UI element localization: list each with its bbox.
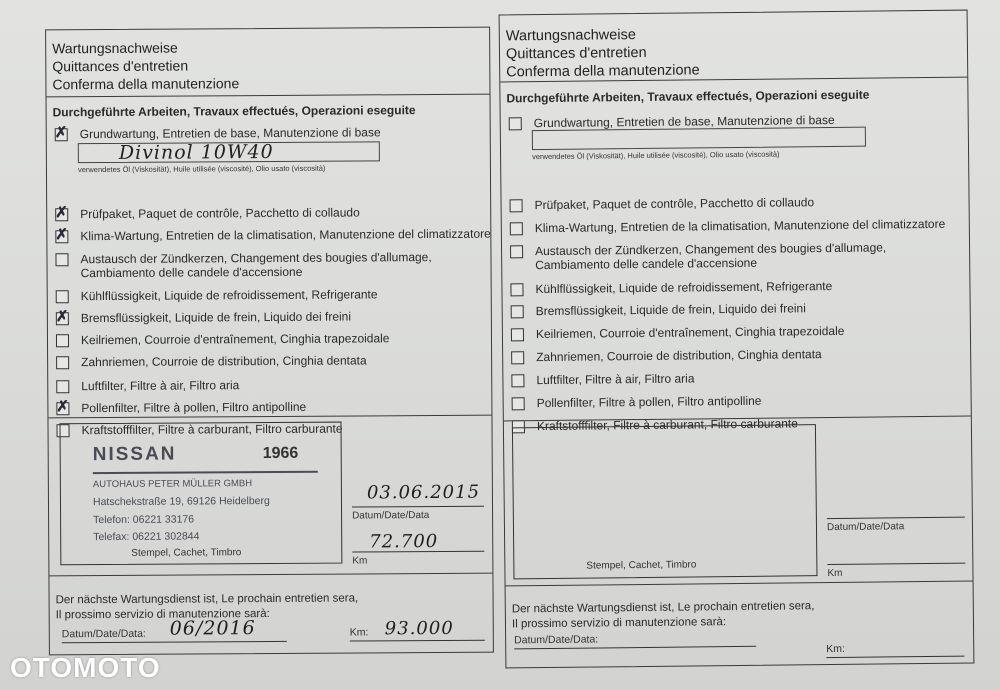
next-line-2: Il prossimo servizio di manutenzione sarà: <box>55 608 270 622</box>
left-next-date-label: Datum/Date/Data: <box>61 627 146 641</box>
checkbox[interactable] <box>55 253 68 266</box>
checkbox[interactable] <box>511 351 524 364</box>
item-label-line-1: Kühlflüssigkeit, Liquide de refroidissement, Refrigerante <box>80 287 378 304</box>
right-oil-caption: verwendetes Öl (Viskosität), Huile utilisée (viscosité), Olio usato (viscosità) <box>532 149 780 162</box>
checklist-item-label <box>536 347 822 364</box>
checkbox[interactable] <box>510 283 523 296</box>
check-mark-icon: ✗ <box>56 397 70 416</box>
item-label-line-2: Cambiamento delle candele d'accensione <box>80 264 303 281</box>
left-oil-field[interactable] <box>78 141 380 163</box>
title-de: Wartungsnachweise <box>52 39 178 57</box>
right-stamp-box <box>512 424 818 579</box>
checklist-item[interactable] <box>56 331 390 347</box>
item-label-line-1: Kraftstofffilter, Filtre à carburant, Filtro carburante <box>81 421 343 438</box>
checklist-item[interactable] <box>56 287 378 303</box>
checkbox[interactable] <box>510 199 523 212</box>
item-label-line-1: Pollenfilter, Filtre à pollen, Filtro antipolline <box>81 399 307 416</box>
check-mark-icon: ✗ <box>55 203 68 222</box>
item-label-line-1: Prüfpaket, Paquet de contrôle, Pacchetto di collaudo <box>80 205 360 222</box>
checklist-item-label <box>536 324 845 341</box>
checklist-item[interactable] <box>511 371 694 387</box>
checklist-item[interactable] <box>510 195 815 212</box>
checklist-item[interactable] <box>55 125 381 141</box>
next-line-1: Der nächste Wartungsdienst ist, Le prochain entretien sera, <box>55 592 359 607</box>
item-label-line-1: Austausch der Zündkerzen, Changement des bougies d'allumage, <box>534 240 887 259</box>
left-oil-caption: verwendetes Öl (Viskosität), Huile utilisée (viscosité), Olio usato (viscosità) <box>77 163 326 175</box>
checkbox[interactable] <box>510 222 523 235</box>
item-label-line-1: Prüfpaket, Paquet de contrôle, Pacchetto di collaudo <box>534 195 815 213</box>
check-mark-icon: ✗ <box>55 307 69 326</box>
left-next-date-line <box>62 641 287 643</box>
checklist-item[interactable] <box>55 205 360 221</box>
stamp-rule <box>93 471 318 474</box>
stamp-brand: NISSAN <box>92 443 177 466</box>
checklist-item[interactable] <box>55 250 431 280</box>
next-line-2: Il prossimo servizio di manutenzione sarà: <box>511 616 727 631</box>
right-stamp-caption: Stempel, Cachet, Timbro <box>586 559 697 572</box>
left-next-section <box>49 574 492 655</box>
right-next-km-line <box>826 656 964 658</box>
works-title: Durchgeführte Arbeiten, Travaux effectués, Operazioni eseguite <box>52 103 416 120</box>
stamp-company: AUTOHAUS PETER MÜLLER GMBH <box>92 478 253 491</box>
checklist-item[interactable] <box>56 353 367 369</box>
checklist-item-label <box>535 279 832 296</box>
checklist-item-label <box>80 227 490 244</box>
checklist-item-label <box>81 378 239 393</box>
checklist-item[interactable] <box>55 227 490 244</box>
checkbox[interactable] <box>56 380 69 393</box>
title-fr: Quittances d'entretien <box>505 44 647 63</box>
item-label-line-1: Grundwartung, Entretien de base, Manutenzione di base <box>533 112 835 131</box>
checklist-item[interactable] <box>56 378 239 393</box>
checkbox[interactable] <box>55 203 68 222</box>
checklist-item[interactable] <box>56 397 307 416</box>
next-line-1: Der nächste Wartungsdienst ist, Le prochain entretien sera, <box>511 600 815 616</box>
checklist-item-label <box>81 353 367 369</box>
otomoto-watermark: OTOMOTO <box>10 652 161 683</box>
title-it: Conferma della manutenzione <box>506 62 700 81</box>
stamp-address: Hatschekstraße 19, 69126 Heidelberg <box>92 495 270 509</box>
left-next-km-value: 93.000 <box>384 617 454 640</box>
checklist-item[interactable] <box>511 324 845 341</box>
right-next-text <box>512 599 815 632</box>
right-km-line <box>827 563 965 565</box>
left-next-km-label: Km: <box>349 626 369 639</box>
checklist-item[interactable] <box>511 347 822 364</box>
left-header-section <box>46 28 489 98</box>
works-title: Durchgeführte Arbeiten, Travaux effectués, Operazioni eseguite <box>506 87 870 106</box>
item-label-line-2: Cambiamento delle candele d'accensione <box>535 255 758 273</box>
checkbox[interactable] <box>56 334 69 347</box>
item-label-line-1: Zahnriemen, Courroie de distribution, Cinghia dentata <box>536 347 822 365</box>
right-maintenance-card <box>499 10 975 669</box>
checkbox[interactable] <box>56 290 69 303</box>
checkbox[interactable] <box>509 117 522 130</box>
checklist-item-label <box>80 125 381 141</box>
left-km-line <box>352 551 484 553</box>
right-date-line <box>827 517 965 519</box>
item-label-line-1: Bremsflüssigkeit, Liquide de frein, Liquido dei freini <box>535 301 806 319</box>
stamp-fax: Telefax: 06221 302844 <box>93 530 200 544</box>
checklist-item-label <box>81 310 351 326</box>
left-card-title <box>52 38 239 93</box>
right-next-date-line <box>514 646 756 650</box>
stamp-number: 1966 <box>262 444 299 463</box>
title-it: Conferma della manutenzione <box>52 75 240 93</box>
left-km-label: Km <box>352 555 368 567</box>
checklist-item-label <box>537 394 762 410</box>
checklist-item-label <box>80 205 360 221</box>
title-fr: Quittances d'entretien <box>52 57 189 75</box>
checkbox[interactable] <box>510 245 523 258</box>
checklist-item-label <box>80 250 431 280</box>
left-date-value: 03.06.2015 <box>366 481 481 504</box>
checkbox[interactable] <box>56 397 70 416</box>
left-date-line <box>352 506 484 508</box>
right-oil-field[interactable] <box>532 127 866 150</box>
item-label-line-1: Keilriemen, Courroie d'entraînement, Cinghia trapezoidale <box>535 323 845 342</box>
checklist-item-label <box>81 331 390 347</box>
checkbox[interactable] <box>54 123 68 142</box>
left-works-section <box>47 95 492 438</box>
left-next-km-line <box>350 640 485 642</box>
checklist-item[interactable] <box>510 240 886 272</box>
item-label-line-1: Luftfilter, Filtre à air, Filtro aria <box>81 378 240 394</box>
item-label-line-1: Grundwartung, Entretien de base, Manutenzione di base <box>79 125 381 142</box>
checkbox[interactable] <box>55 307 69 326</box>
checkbox[interactable] <box>511 374 524 387</box>
item-label-line-1: Keilriemen, Courroie d'entraînement, Cinghia trapezoidale <box>80 331 390 348</box>
checklist-item-label <box>535 240 886 272</box>
right-date-label: Datum/Date/Data <box>826 521 905 534</box>
item-label-line-1: Kraftstofffilter, Filtre à carburant, Filtro carburante <box>536 416 798 434</box>
item-label-line-1: Luftfilter, Filtre à air, Filtro aria <box>536 371 695 388</box>
checklist-item[interactable] <box>511 301 806 318</box>
item-label-line-1: Bremsflüssigkeit, Liquide de frein, Liquido dei freini <box>80 309 352 326</box>
checklist-item-label <box>536 301 806 318</box>
stamp-phone: Telefon: 06221 33176 <box>93 513 195 527</box>
right-works-section <box>500 78 971 434</box>
checklist-item-label <box>81 287 378 303</box>
left-date-label: Datum/Date/Data <box>352 510 430 522</box>
checkbox[interactable] <box>511 328 524 341</box>
right-next-section <box>506 582 974 668</box>
left-km-value: 72.700 <box>369 530 439 553</box>
left-stamp-section <box>48 416 492 577</box>
right-card-title <box>506 25 700 81</box>
item-label-line-1: Kühlflüssigkeit, Liquide de refroidissement, Refrigerante <box>535 278 833 297</box>
item-label-line-1: Zahnriemen, Courroie de distribution, Cinghia dentata <box>81 353 367 370</box>
item-label-line-1: Klima-Wartung, Entretien de la climatisation, Manutenzione del climatizzatore <box>534 216 946 236</box>
item-label-line-1: Klima-Wartung, Entretien de la climatisation, Manutenzione del climatizzatore <box>80 226 491 244</box>
checklist-item-label <box>535 195 815 212</box>
checklist-item-label <box>536 371 694 387</box>
checkbox[interactable] <box>512 397 525 410</box>
right-header-section <box>500 11 968 83</box>
checkbox[interactable] <box>56 356 69 369</box>
left-next-date-value: 06/2016 <box>169 617 256 640</box>
left-stamp-box <box>59 422 342 566</box>
left-oil-value: Divinol 10W40 <box>118 140 274 164</box>
checklist-item[interactable] <box>510 217 946 236</box>
right-stamp-section <box>504 417 973 587</box>
checkbox[interactable] <box>55 225 68 244</box>
left-maintenance-card <box>45 27 494 656</box>
checklist-item[interactable] <box>55 307 352 326</box>
checkbox[interactable] <box>511 305 524 318</box>
item-label-line-1: Pollenfilter, Filtre à pollen, Filtro antipolline <box>536 393 762 411</box>
check-mark-icon: ✗ <box>54 123 68 142</box>
checklist-item-label <box>81 400 306 415</box>
checklist-item[interactable] <box>512 394 762 411</box>
checklist-item-label <box>535 217 946 235</box>
checklist-item[interactable] <box>510 279 832 296</box>
right-km-label: Km <box>827 567 843 580</box>
title-de: Wartungsnachweise <box>505 27 636 45</box>
right-next-date-label: Datum/Date/Data: <box>514 633 599 647</box>
left-stamp-caption: Stempel, Cachet, Timbro <box>131 547 242 559</box>
item-label-line-1: Austausch der Zündkerzen, Changement des bougies d'allumage, <box>80 250 432 267</box>
check-mark-icon: ✗ <box>55 225 68 244</box>
right-next-km-label: Km: <box>826 642 845 656</box>
